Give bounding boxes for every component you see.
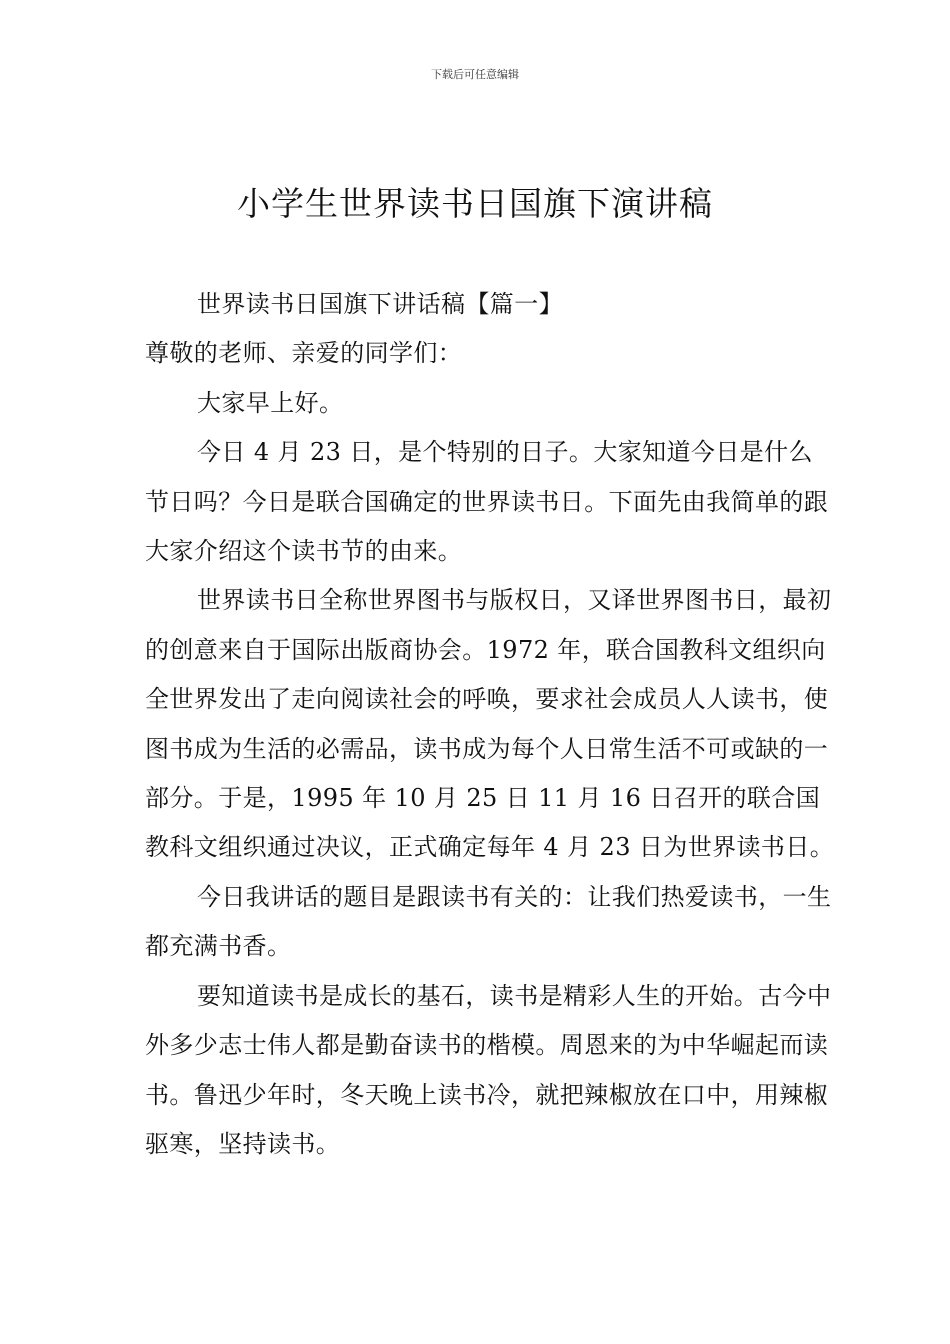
paragraph-2: 世界读书日全称世界图书与版权日，又译世界图书日，最初的创意来自于国际出版商协会。1972 年，联合国教科文组织向全世界发出了走向阅读社会的呼唤，要求社会成员人人读书，使图书成为生活的必需品，读书成为每个人日常生活不可或缺的一部分。于是，1995 年 10 月 25 日 11 月 16 日召开的联合国教科文组织通过决议，正式确定每年 4 月 23 日为世界读书日。 xyxy=(145,586,835,862)
header-note: 下载后可任意编辑 xyxy=(431,68,519,81)
paragraph-3: 今日我讲话的题目是跟读书有关的：让我们热爱读书，一生都充满书香。 xyxy=(145,882,832,961)
greeting-paragraph: 大家早上好。 xyxy=(197,388,344,417)
paragraph-1: 今日 4 月 23 日，是个特别的日子。大家知道今日是什么节日吗？今日是联合国确定的世界读书日。下面先由我简单的跟大家介绍这个读书节的由来。 xyxy=(145,438,829,566)
section-subheading: 世界读书日国旗下讲话稿【篇一】 xyxy=(197,290,563,318)
salutation: 尊敬的老师、亲爱的同学们： xyxy=(145,339,463,368)
document-title: 小学生世界读书日国旗下演讲稿 xyxy=(237,184,713,223)
paragraph-4: 要知道读书是成长的基石，读书是精彩人生的开始。古今中外多少志士伟人都是勤奋读书的楷模。周恩来的为中华崛起而读书。鲁迅少年时，冬天晚上读书冷，就把辣椒放在口中，用辣椒驱寒，坚持读书。 xyxy=(145,981,832,1158)
document-body xyxy=(145,280,835,1169)
